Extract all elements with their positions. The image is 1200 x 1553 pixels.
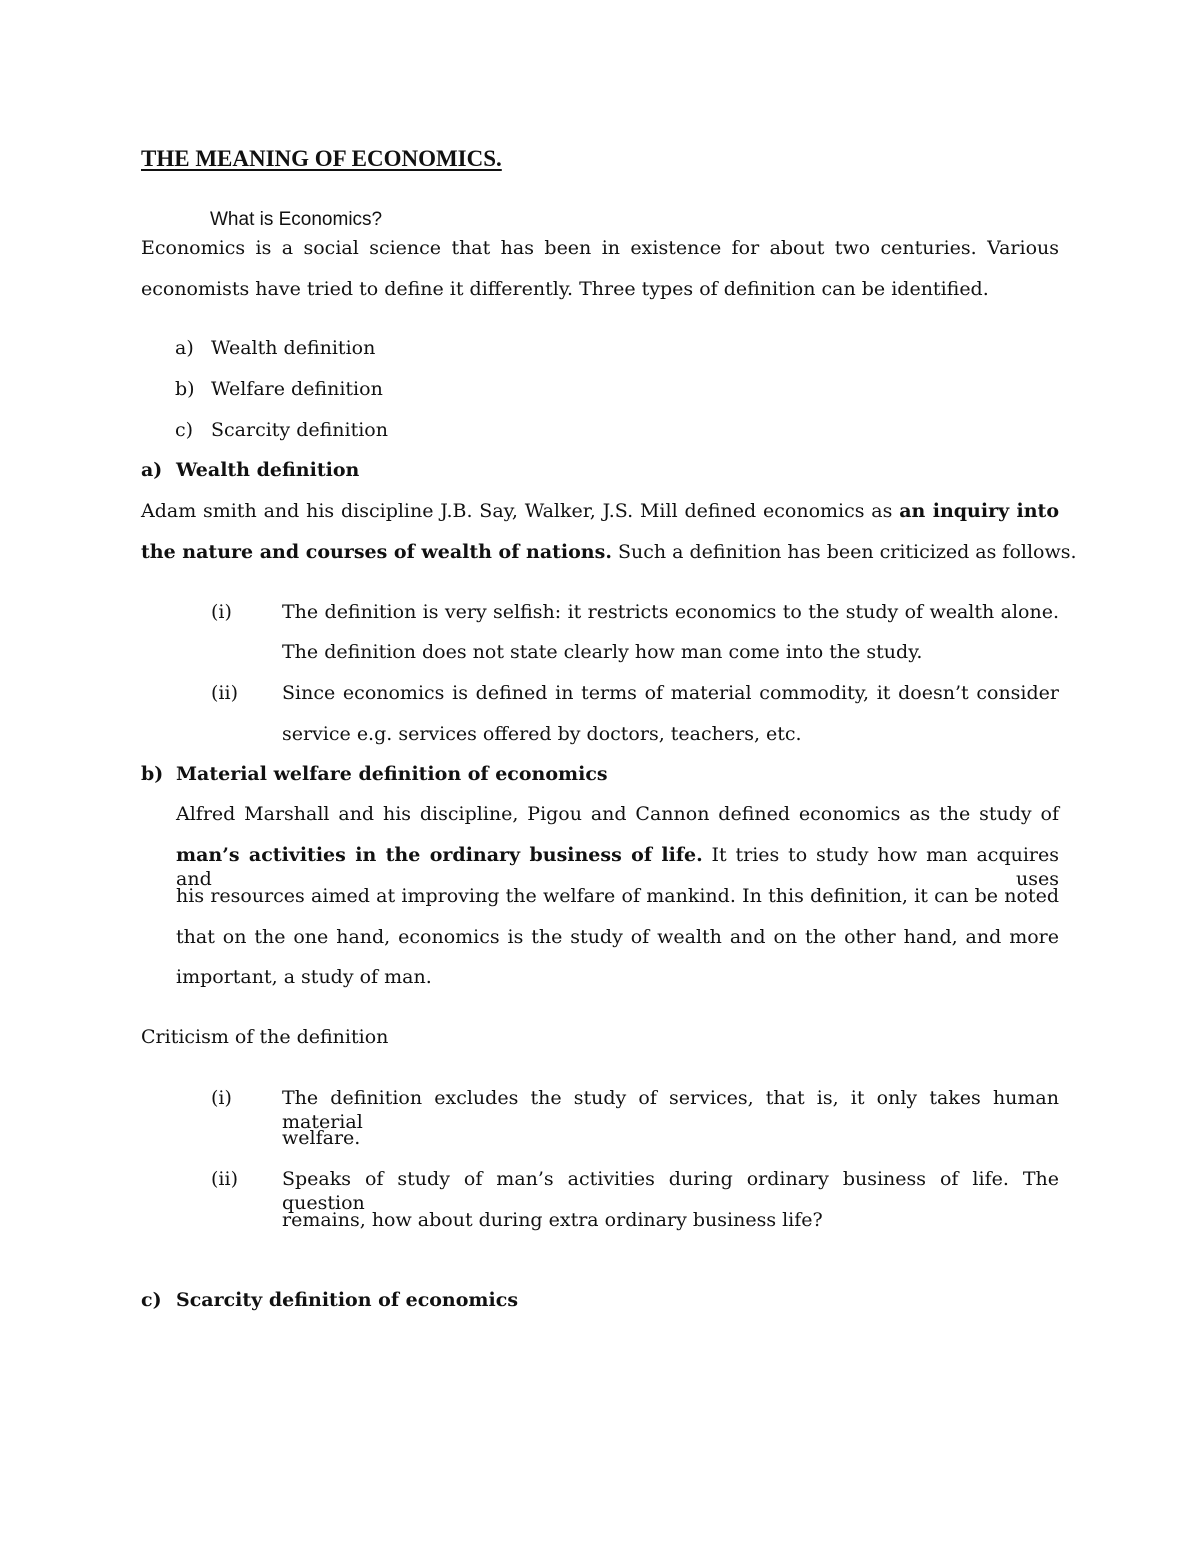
criticism-marker: (ii) (211, 682, 238, 704)
page-title: THE MEANING OF ECONOMICS. (141, 146, 502, 171)
welfare-line-4: that on the one hand, economics is the study of wealth and on the other hand, and more (176, 926, 1059, 948)
criticism-line: service e.g. services offered by doctors, teachers, etc. (282, 723, 802, 745)
section-heading-wealth: Wealth definition (176, 459, 360, 481)
wealth-line-1-bold: an inquiry into (899, 500, 1060, 522)
type-label: Wealth definition (211, 337, 376, 359)
welfare-line-3: his resources aimed at improving the welfare of mankind. In this definition, it can be noted (176, 885, 1059, 907)
criticism-line: The definition is very selfish: it restricts economics to the study of wealth alone. (282, 601, 1059, 623)
wealth-line-2 (141, 540, 1077, 564)
type-marker: a) (175, 337, 194, 359)
type-label: Scarcity definition (211, 419, 388, 441)
criticism-line: remains, how about during extra ordinary business life? (282, 1209, 823, 1231)
section-marker: c) (141, 1289, 162, 1311)
welfare-line-2-bold: man’s activities in the ordinary business of life. (176, 844, 703, 866)
section-heading-welfare: Material welfare definition of economics (176, 763, 608, 785)
wealth-line-2-bold: the nature and courses of wealth of nations. (141, 541, 612, 563)
criticism-line: welfare. (282, 1127, 361, 1149)
section-marker: b) (141, 763, 164, 785)
criticism-marker: (i) (211, 1087, 232, 1109)
section-question: What is Economics? (210, 209, 383, 230)
welfare-line-5: important, a study of man. (176, 966, 432, 988)
section-heading-scarcity: Scarcity definition of economics (176, 1289, 519, 1311)
section-marker: a) (141, 459, 163, 481)
criticism-marker: (i) (211, 601, 232, 623)
criticism-line: Since economics is defined in terms of material commodity, it doesn’t consider (282, 682, 1059, 704)
criticism-line: Speaks of study of man’s activities during ordinary business of life. The question (282, 1168, 1059, 1214)
wealth-line-1 (141, 499, 1059, 523)
intro-line-1: Economics is a social science that has been in existence for about two centuries. Various (141, 237, 1059, 259)
type-marker: c) (175, 419, 194, 441)
wealth-line-2-plain: Such a definition has been criticized as follows. (617, 541, 1077, 563)
criticism-heading: Criticism of the definition (141, 1026, 389, 1048)
criticism-line: The definition does not state clearly how man come into the study. (282, 641, 923, 663)
welfare-line-1: Alfred Marshall and his discipline, Pigou and Cannon defined economics as the study of (176, 803, 1059, 825)
type-marker: b) (175, 378, 195, 400)
criticism-line: The definition excludes the study of services, that is, it only takes human material (282, 1087, 1059, 1133)
type-label: Welfare definition (211, 378, 383, 400)
intro-line-2: economists have tried to define it differently. Three types of definition can be identified. (141, 278, 989, 300)
welfare-line-2-plain: It tries to study how man acquires and uses (176, 844, 1059, 890)
wealth-line-1-plain: Adam smith and his discipline J.B. Say, Walker, J.S. Mill defined economics as (141, 500, 893, 522)
criticism-marker: (ii) (211, 1168, 238, 1190)
